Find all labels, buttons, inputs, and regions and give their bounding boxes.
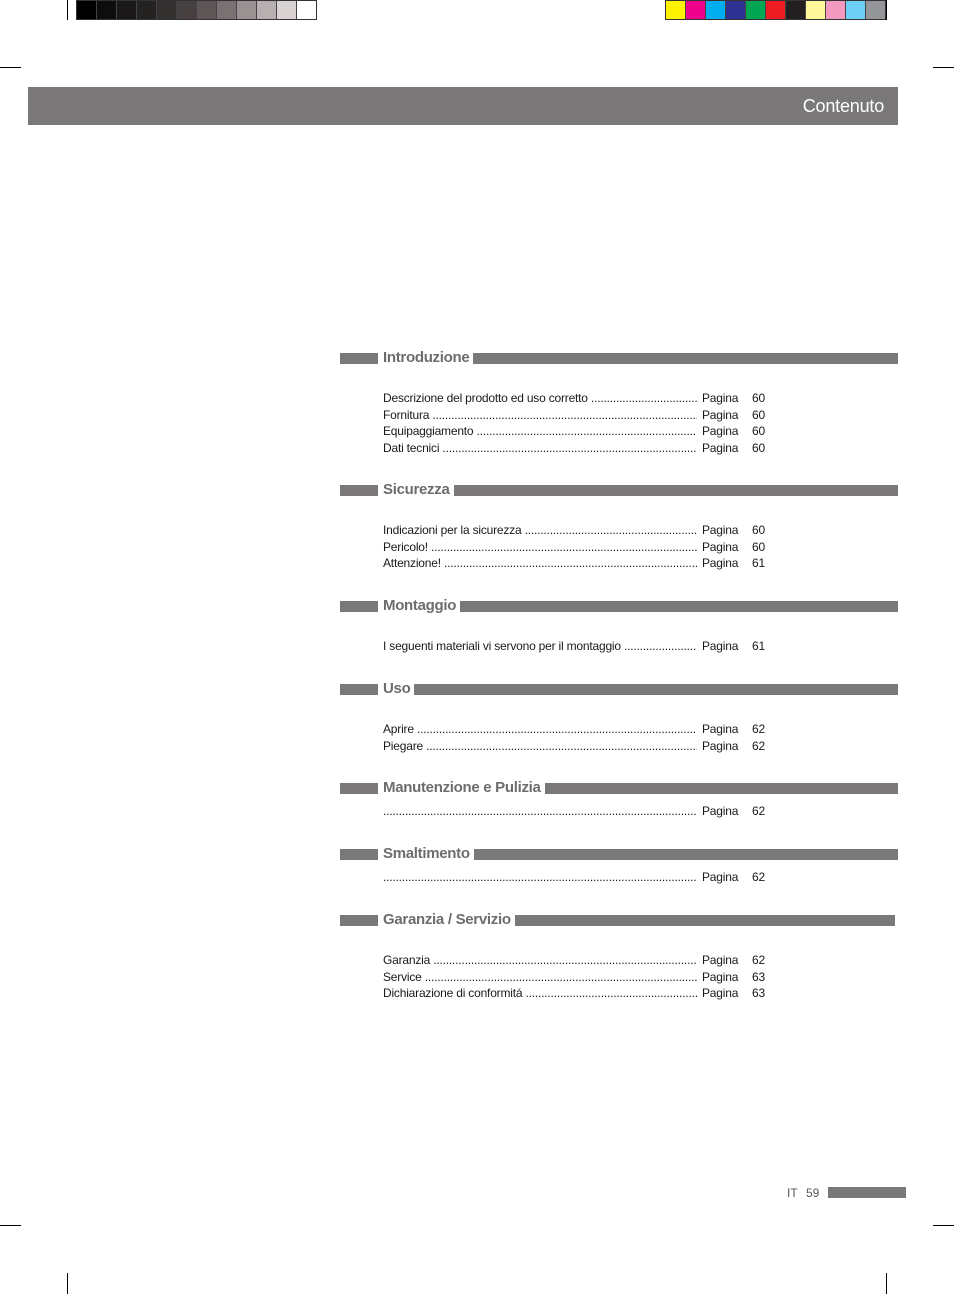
toc-entry[interactable] [383, 441, 783, 457]
crop-mark [886, 1273, 887, 1294]
toc-entry-page-number: 61 [752, 639, 765, 653]
section-bar-right [474, 849, 898, 860]
toc-entry-page-number: 62 [752, 870, 765, 884]
toc-entry[interactable] [383, 424, 783, 440]
crop-mark [67, 0, 68, 20]
toc-entry-page-label: Pagina [702, 870, 739, 884]
toc-entry-title: Pericolo! ..... [383, 540, 697, 554]
toc-entry-title: Indicazioni per la sicurezza ..... [383, 523, 697, 537]
crop-mark [933, 1225, 954, 1226]
toc-entry[interactable] [383, 870, 783, 886]
toc-entry-page-number: 60 [752, 391, 765, 405]
section-title: Montaggio [383, 597, 457, 614]
toc-entry-page-label: Pagina [702, 804, 739, 818]
section-title: Smaltimento [383, 845, 470, 862]
color-swatch [196, 1, 216, 19]
color-swatch [216, 1, 236, 19]
toc-entry-title: Descrizione del prodotto ed uso corretto ..... [383, 391, 697, 405]
color-swatch [256, 1, 276, 19]
toc-entry-page-number: 62 [752, 722, 765, 736]
toc-entry[interactable] [383, 986, 783, 1002]
toc-entry-page-label: Pagina [702, 539, 739, 554]
toc-entry-page-number: 60 [752, 539, 765, 554]
section-bar-left [340, 601, 378, 612]
toc-entry[interactable] [383, 970, 783, 986]
footer-page-number: 59 [806, 1186, 820, 1200]
crop-mark [0, 67, 21, 68]
grayscale-color-bar [76, 0, 317, 20]
toc-entry[interactable] [383, 391, 783, 407]
toc-entry[interactable] [383, 639, 783, 655]
toc-entry-page-label: Pagina [702, 424, 739, 439]
toc-entry[interactable] [383, 804, 783, 820]
section-title: Uso [383, 680, 411, 697]
process-color-bar [665, 0, 886, 20]
toc-entry-title: Attenzione! ..... [383, 556, 697, 570]
page-title: Contenuto [802, 96, 884, 116]
toc-entry-title: Dati tecnici ..... [383, 441, 697, 455]
color-swatch [116, 1, 136, 19]
toc-entry-title [383, 804, 697, 818]
color-swatch [236, 1, 256, 19]
toc-entry-page-label: Pagina [702, 969, 739, 984]
color-swatch [96, 1, 116, 19]
section-bar-right [460, 601, 898, 612]
header-tab [28, 87, 68, 125]
toc-entry-title: I seguenti materiali vi servono per il montaggio ..... [383, 639, 697, 653]
color-swatch [666, 1, 685, 19]
crop-mark [933, 67, 954, 68]
toc-entry-page-number: 62 [752, 738, 765, 753]
section-bar-right [473, 353, 898, 364]
color-swatch [805, 1, 825, 19]
toc-entry-title: Aprire ..... [383, 722, 697, 736]
toc-entry-title: Piegare ..... [383, 739, 697, 753]
toc-entry-page-label: Pagina [702, 738, 739, 753]
color-swatch [296, 1, 316, 19]
color-swatch [705, 1, 725, 19]
color-swatch [136, 1, 156, 19]
toc-entry-page-number: 63 [752, 986, 765, 1001]
crop-mark [67, 1273, 68, 1294]
section-bar-right [515, 915, 895, 926]
toc-entry-page-label: Pagina [702, 556, 739, 571]
toc-entry[interactable] [383, 408, 783, 424]
toc-entry-page-label: Pagina [702, 722, 739, 736]
color-swatch [685, 1, 705, 19]
toc-entry-page-label: Pagina [702, 639, 739, 653]
color-swatch [725, 1, 745, 19]
toc-entry-page-label: Pagina [702, 407, 739, 422]
section-bar-left [340, 353, 378, 364]
color-swatch [745, 1, 765, 19]
toc-entry-page-number: 63 [752, 969, 765, 984]
section-bar-left [340, 915, 378, 926]
toc-entry-title: Dichiarazione di conformitá ..... [383, 986, 697, 1000]
toc-entry-page-number: 62 [752, 953, 765, 967]
toc-entry-page-number: 60 [752, 523, 765, 537]
section-title: Introduzione [383, 349, 470, 366]
toc-entry[interactable] [383, 556, 783, 572]
section-bar-left [340, 849, 378, 860]
color-swatch [77, 1, 96, 19]
toc-entry-title: Equipaggiamento ..... [383, 424, 697, 438]
header-bar [66, 87, 898, 125]
color-swatch [865, 1, 885, 19]
toc-entry-page-number: 60 [752, 440, 765, 455]
section-bar-left [340, 684, 378, 695]
color-swatch [176, 1, 196, 19]
color-swatch [845, 1, 865, 19]
toc-entry[interactable] [383, 739, 783, 755]
toc-entry-page-label: Pagina [702, 523, 739, 537]
section-bar-left [340, 783, 378, 794]
color-swatch [785, 1, 805, 19]
section-bar-right [545, 783, 898, 794]
color-swatch [156, 1, 176, 19]
toc-entry-page-number: 62 [752, 804, 765, 818]
toc-entry-page-number: 61 [752, 556, 765, 571]
toc-entry[interactable] [383, 523, 783, 539]
section-bar-right [454, 485, 898, 496]
section-title: Manutenzione e Pulizia [383, 779, 541, 796]
section-title: Garanzia / Servizio [383, 911, 511, 928]
footer-language: IT [787, 1186, 798, 1200]
toc-entry-page-label: Pagina [702, 986, 739, 1001]
toc-entry-page-label: Pagina [702, 953, 739, 967]
toc-entry[interactable] [383, 540, 783, 556]
toc-entry-title: Service ..... [383, 970, 697, 984]
color-swatch [276, 1, 296, 19]
toc-entry[interactable] [383, 953, 783, 969]
section-bar-right [414, 684, 898, 695]
toc-entry-page-label: Pagina [702, 391, 739, 405]
toc-entry-page-number: 60 [752, 407, 765, 422]
section-bar-left [340, 485, 378, 496]
toc-entry-title: Garanzia ..... [383, 953, 697, 967]
toc-entry-page-label: Pagina [702, 440, 739, 455]
toc-entry-page-number: 60 [752, 424, 765, 439]
crop-mark [886, 0, 887, 20]
footer-bar [828, 1187, 906, 1198]
toc-entry[interactable] [383, 722, 783, 738]
color-swatch [825, 1, 845, 19]
section-title: Sicurezza [383, 481, 450, 498]
toc-entry-title: Fornitura ..... [383, 408, 697, 422]
crop-mark [0, 1225, 21, 1226]
toc-entry-title [383, 870, 697, 884]
color-swatch [765, 1, 785, 19]
